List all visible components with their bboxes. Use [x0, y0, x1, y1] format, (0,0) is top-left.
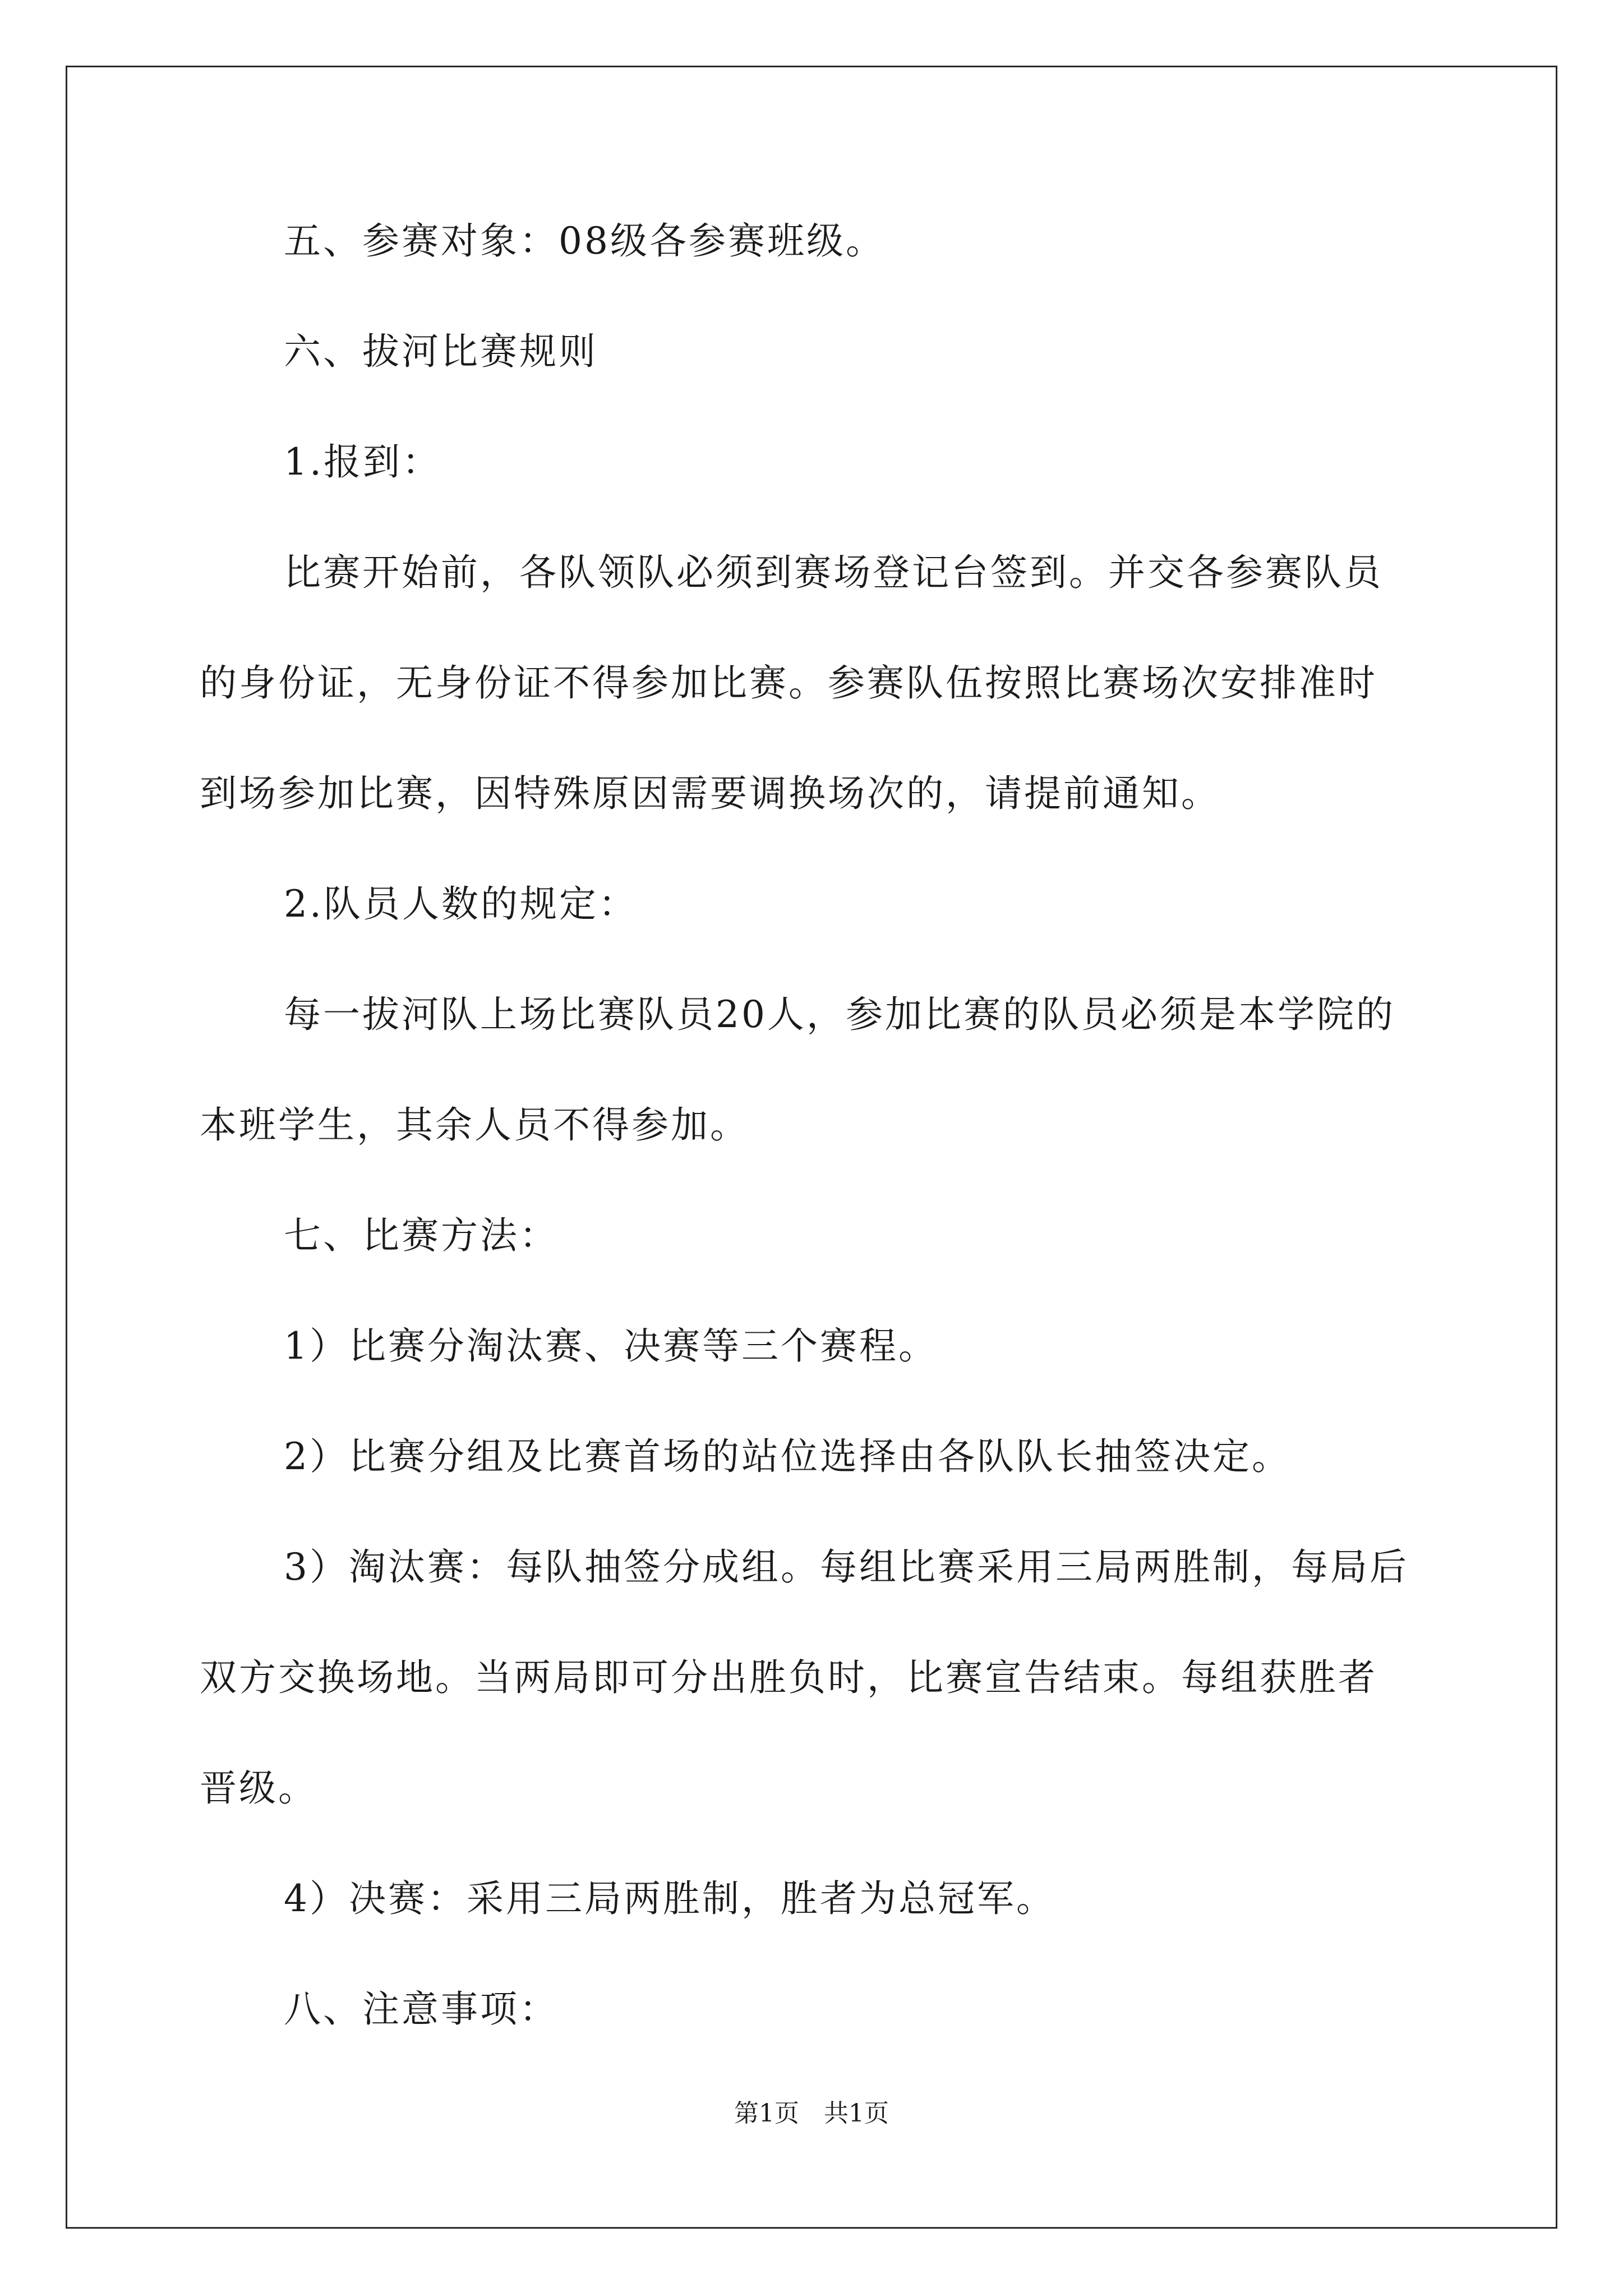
heading-notes: 八、注意事项： [284, 1987, 559, 2031]
list-item-line: 晋级。 [200, 1766, 317, 1810]
paragraph-line: 每一拔河队上场比赛队员20人，参加比赛的队员必须是本学院的 [284, 993, 1395, 1036]
paragraph-line: 的身份证，无身份证不得参加比赛。参赛队伍按照比赛场次安排准时 [200, 661, 1377, 705]
list-item: 4）决赛：采用三局两胜制，胜者为总冠军。 [284, 1877, 1055, 1920]
paragraph-line: 比赛开始前，各队领队必须到赛场登记台签到。并交各参赛队员 [284, 551, 1383, 594]
subheading-team-size: 2.队员人数的规定： [284, 882, 638, 926]
heading-participants: 五、参赛对象：08级各参赛班级。 [284, 219, 885, 263]
list-item: 2）比赛分组及比赛首场的站位选择由各队队长抽签决定。 [284, 1435, 1291, 1478]
paragraph-line: 到场参加比赛，因特殊原因需要调换场次的，请提前通知。 [200, 772, 1220, 815]
subheading-checkin: 1.报到： [284, 440, 441, 484]
paragraph-line: 本班学生，其余人员不得参加。 [200, 1103, 749, 1147]
heading-method: 七、比赛方法： [284, 1214, 559, 1257]
list-item: 1）比赛分淘汰赛、决赛等三个赛程。 [284, 1324, 938, 1368]
page-number: 第1页 共1页 [734, 2099, 889, 2128]
heading-rules: 六、拔河比赛规则 [284, 330, 598, 373]
list-item: 3）淘汰赛：每队抽签分成组。每组比赛采用三局两胜制，每局后 [284, 1545, 1409, 1589]
list-item-line: 双方交换场地。当两局即可分出胜负时，比赛宣告结束。每组获胜者 [200, 1656, 1377, 1699]
